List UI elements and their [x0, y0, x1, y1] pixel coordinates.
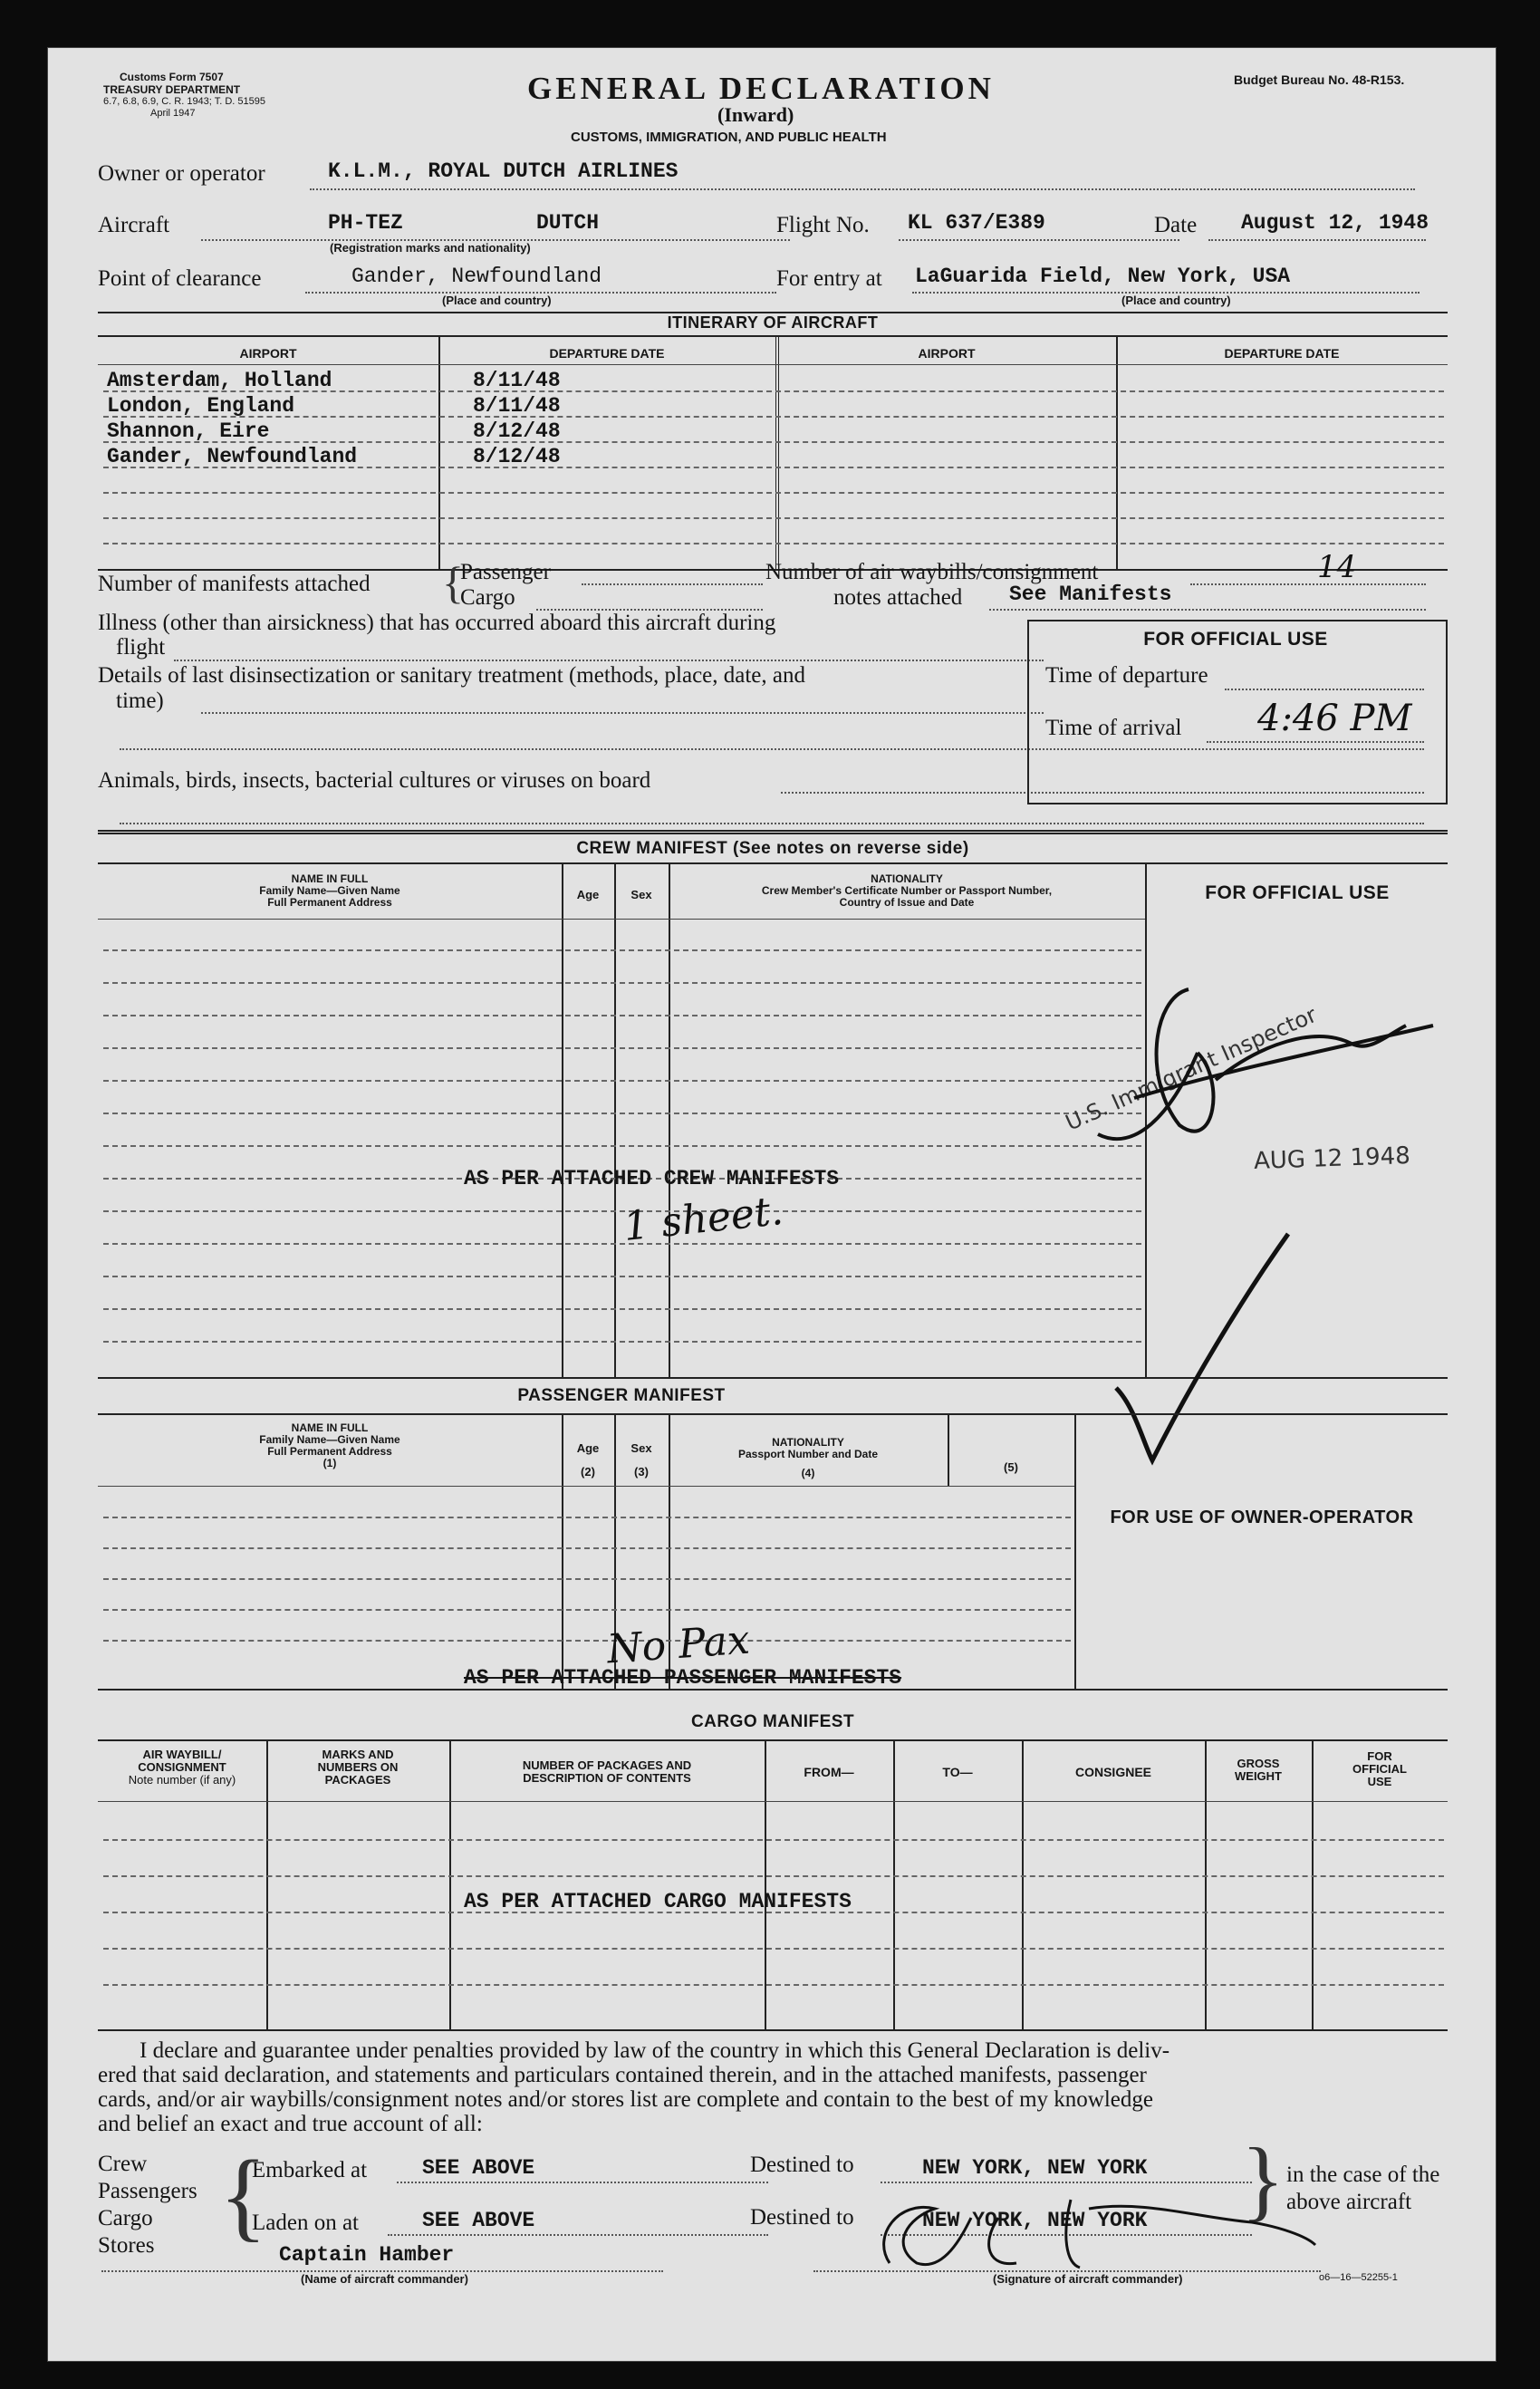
date-value: August 12, 1948 — [1241, 211, 1429, 235]
clearance-value: Gander, Newfoundland — [351, 265, 602, 288]
crew-row-line — [103, 1341, 1141, 1343]
cargo-manifest-label: Cargo — [460, 585, 515, 610]
crew-entry: AS PER ATTACHED CREW MANIFESTS — [464, 1167, 840, 1190]
passenger-title: PASSENGER MANIFEST — [517, 1386, 726, 1405]
department: TREASURY DEPARTMENT — [103, 83, 241, 96]
cargo-col-official-3: USE — [1367, 1775, 1392, 1788]
cargo-col-divider — [1022, 1739, 1024, 2029]
passenger-col-name — [98, 1422, 562, 1469]
cargo-row-line — [103, 1984, 1444, 1986]
itinerary-col-divider-3 — [1116, 335, 1118, 569]
cargo-col-marks-2: NUMBERS ON — [317, 1760, 399, 1774]
crew-header-rule — [98, 862, 1448, 864]
crew-col-name — [98, 873, 562, 909]
print-code: o6—16—52255-1 — [1319, 2272, 1398, 2283]
arrival-time-value: 4:46 PM — [1257, 698, 1412, 739]
passenger-col-5: (5) — [1004, 1460, 1018, 1474]
crew-row-line — [103, 1047, 1141, 1049]
cargo-col-divider — [1205, 1739, 1207, 2029]
cargo-col-divider — [893, 1739, 895, 2029]
itinerary-header-date-1: DEPARTURE DATE — [549, 346, 665, 361]
crew-row-line — [103, 1276, 1141, 1277]
departure-time-line — [1225, 689, 1424, 690]
passenger-row-line — [103, 1609, 1071, 1611]
passenger-col-nat-2: Passport Number and Date — [737, 1448, 879, 1460]
itinerary-row-line — [103, 492, 1444, 494]
aircraft-registration: PH-TEZ — [328, 211, 403, 235]
crew-col-nationality — [669, 873, 1145, 909]
aircraft-caption: (Registration marks and nationality) — [330, 241, 531, 255]
declaration-line-2: ered that said declaration, and statements and particulars contained therein, and in the attached manifests, passenger — [98, 2063, 1147, 2087]
passenger-col-nat-num: (4) — [801, 1467, 815, 1479]
cargo-header-rule — [98, 1739, 1448, 1741]
commander-name: Captain Hamber — [279, 2243, 455, 2267]
passenger-col-nationality — [669, 1437, 948, 1479]
destined-value-1: NEW YORK, NEW YORK — [922, 2156, 1148, 2180]
form-number: Customs Form 7507 — [120, 71, 224, 83]
in-case-line-2: above aircraft — [1286, 2190, 1412, 2214]
passenger-col-sex-num: (3) — [634, 1465, 649, 1479]
crew-row-line — [103, 1145, 1141, 1147]
passenger-col-divider — [1074, 1413, 1076, 1689]
itinerary-airport: London, England — [107, 394, 295, 418]
cargo-row-line — [103, 1839, 1444, 1841]
crew-col-name-3: Full Permanent Address — [267, 896, 392, 909]
flight-label: Flight No. — [776, 213, 870, 237]
immigration-stamp-text: U.S. Immigrant Inspector — [1062, 1001, 1321, 1136]
illness-line — [174, 660, 1044, 661]
passenger-row-line — [103, 1517, 1071, 1518]
illness-label-2: flight — [116, 635, 166, 660]
itinerary-header-airport-2: AIRPORT — [918, 346, 976, 361]
itinerary-row-line — [103, 416, 1444, 418]
aircraft-nationality: DUTCH — [536, 211, 600, 235]
cargo-col-official-2: OFFICIAL — [1352, 1762, 1407, 1776]
embarked-label: Embarked at — [252, 2158, 368, 2182]
itinerary-row-line — [103, 543, 1444, 544]
crew-col-nat-2: Crew Member's Certificate Number or Passport Number, — [761, 884, 1053, 897]
passenger-handwritten-note: No Pax — [605, 1616, 752, 1673]
disinsect-label-2: time) — [116, 689, 164, 713]
entry-value: LaGuarida Field, New York, USA — [915, 265, 1291, 288]
commander-name-caption: (Name of aircraft commander) — [301, 2272, 468, 2286]
owner-label: Owner or operator — [98, 161, 265, 186]
form-agencies: CUSTOMS, IMMIGRATION, AND PUBLIC HEALTH — [571, 130, 887, 145]
crew-col-divider — [562, 862, 563, 1377]
waybills-count: 14 — [1317, 549, 1357, 585]
destined-value-2: NEW YORK, NEW YORK — [922, 2209, 1148, 2232]
passenger-col-owner: FOR USE OF OWNER-OPERATOR — [1110, 1508, 1414, 1527]
crew-row-line — [103, 1113, 1141, 1114]
passenger-col-name-1: NAME IN FULL — [291, 1421, 369, 1434]
in-case-line-1: in the case of the — [1286, 2163, 1440, 2187]
passenger-row-line — [103, 1547, 1071, 1549]
form-refs: 6.7, 6.8, 6.9, C. R. 1943; T. D. 51595 — [103, 96, 265, 107]
destined-label-2: Destined to — [750, 2205, 854, 2230]
declaration-item-cargo: Cargo — [98, 2206, 153, 2230]
declaration-line-1: I declare and guarantee under penalties provided by law of the country in which this General Declaration is deliv- — [140, 2038, 1170, 2063]
itinerary-col-divider-1 — [438, 335, 440, 569]
itinerary-airport: Gander, Newfoundland — [107, 445, 358, 468]
crew-row-line — [103, 1015, 1141, 1016]
passenger-col-age-label: Age — [576, 1441, 600, 1455]
cargo-col-official — [1312, 1750, 1448, 1788]
crew-row-line — [103, 1308, 1141, 1310]
crew-handwritten-note: 1 sheet. — [621, 1187, 785, 1251]
manifests-brace: { — [442, 557, 464, 608]
itinerary-row-line — [103, 517, 1444, 519]
arrival-time-label: Time of arrival — [1045, 716, 1182, 740]
animals-label: Animals, birds, insects, bacterial cultures or viruses on board — [98, 768, 651, 793]
cargo-col-waybill-2: CONSIGNMENT — [138, 1760, 226, 1774]
crew-col-nat-3: Country of Issue and Date — [839, 896, 975, 909]
cargo-col-from: FROM— — [804, 1765, 854, 1779]
cargo-col-waybill — [98, 1748, 266, 1787]
itinerary-airport: Shannon, Eire — [107, 419, 270, 443]
cargo-col-description — [449, 1759, 765, 1785]
itinerary-header-airport-1: AIRPORT — [239, 346, 297, 361]
crew-col-official: FOR OFFICIAL USE — [1205, 882, 1390, 903]
cargo-col-waybill-3: Note number (if any) — [128, 1773, 236, 1787]
declaration-brace: { — [219, 2140, 267, 2250]
aircraft-label: Aircraft — [98, 213, 170, 237]
cargo-col-weight-1: GROSS — [1237, 1757, 1280, 1770]
embarked-line — [397, 2182, 768, 2183]
crew-top-rule — [98, 830, 1448, 834]
clearance-caption: (Place and country) — [442, 294, 552, 307]
cargo-col-marks — [266, 1748, 449, 1787]
itinerary-date: 8/11/48 — [473, 394, 561, 418]
cargo-col-weight-2: WEIGHT — [1235, 1769, 1282, 1783]
cargo-col-marks-1: MARKS AND — [322, 1748, 394, 1761]
departure-time-label: Time of departure — [1045, 663, 1208, 688]
cargo-bottom-rule — [98, 2029, 1448, 2031]
cargo-col-divider — [765, 1739, 766, 2029]
immigration-stamp-date: AUG 12 1948 — [1253, 1142, 1411, 1176]
passenger-col-age — [562, 1437, 614, 1484]
crew-subheader-rule — [98, 919, 1145, 920]
declaration-line-3: cards, and/or air waybills/consignment notes and/or stores list are complete and contain to the best of my knowledge — [98, 2087, 1153, 2112]
cargo-title: CARGO MANIFEST — [690, 1712, 855, 1731]
owner-line — [310, 188, 1415, 190]
declaration-item-passengers: Passengers — [98, 2179, 197, 2203]
cargo-col-weight — [1205, 1758, 1312, 1783]
passenger-col-name-num: (1) — [322, 1457, 337, 1469]
passenger-col-nat-1: NATIONALITY — [772, 1436, 844, 1449]
date-line — [1208, 239, 1426, 241]
passenger-manifest-label: Passenger — [460, 560, 551, 584]
laden-line — [388, 2234, 768, 2236]
crew-row-line — [103, 1080, 1141, 1082]
passenger-entry: AS PER ATTACHED PASSENGER MANIFESTS — [464, 1666, 902, 1690]
commander-signature-caption: (Signature of aircraft commander) — [993, 2272, 1183, 2286]
destined-label-1: Destined to — [750, 2153, 854, 2177]
passenger-row-line — [103, 1640, 1071, 1642]
cargo-row-line — [103, 1948, 1444, 1950]
date-label: Date — [1154, 213, 1198, 237]
passenger-col-sex-label: Sex — [630, 1441, 652, 1455]
cargo-col-consignee: CONSIGNEE — [1074, 1765, 1151, 1779]
passenger-subheader-rule — [98, 1486, 1074, 1487]
passenger-col-name-3: Full Permanent Address — [267, 1445, 392, 1458]
cargo-col-waybill-1: AIR WAYBILL/ — [142, 1748, 222, 1761]
form-direction: (Inward) — [717, 103, 794, 126]
itinerary-header-rule — [98, 335, 1448, 337]
official-use-title: FOR OFFICIAL USE — [1143, 629, 1328, 650]
itinerary-date: 8/12/48 — [473, 419, 561, 443]
passenger-col-age-num: (2) — [581, 1465, 595, 1479]
crew-col-sex: Sex — [630, 888, 652, 901]
cargo-entry: AS PER ATTACHED CARGO MANIFESTS — [464, 1890, 852, 1913]
animals-line-2 — [120, 823, 1424, 824]
laden-value: SEE ABOVE — [422, 2209, 535, 2232]
waybills-label: Number of air waybills/consignment — [765, 560, 1099, 584]
embarked-value: SEE ABOVE — [422, 2156, 535, 2180]
declaration-form — [47, 47, 1497, 2362]
passenger-col-sex — [614, 1437, 669, 1484]
itinerary-date: 8/12/48 — [473, 445, 561, 468]
crew-row-line — [103, 949, 1141, 951]
clearance-label: Point of clearance — [98, 266, 262, 291]
declaration-items — [98, 2151, 197, 2259]
declaration-text — [98, 2038, 1448, 2136]
entry-label: For entry at — [776, 266, 882, 291]
itinerary-airport: Amsterdam, Holland — [107, 369, 332, 392]
itinerary-title: ITINERARY OF AIRCRAFT — [667, 313, 879, 332]
waybills-line-2 — [989, 609, 1426, 611]
crew-col-divider — [669, 862, 670, 1377]
cargo-col-to: TO— — [942, 1765, 973, 1779]
entry-caption: (Place and country) — [1121, 294, 1231, 307]
cargo-row-line — [103, 1875, 1444, 1877]
passenger-manifest-line — [582, 583, 763, 585]
crew-col-divider — [614, 862, 616, 1377]
itinerary-subheader-rule — [98, 364, 1448, 365]
manifests-label: Number of manifests attached — [98, 572, 371, 596]
form-title: GENERAL DECLARATION — [527, 71, 995, 106]
crew-row-line — [103, 982, 1141, 984]
disinsect-label: Details of last disinsectization or sanitary treatment (methods, place, date, and — [98, 663, 805, 688]
waybills-value: See Manifests — [1009, 583, 1172, 606]
declaration-item-crew: Crew — [98, 2152, 148, 2176]
passenger-col-divider — [948, 1413, 949, 1486]
crew-col-age: Age — [576, 888, 600, 901]
flight-line — [899, 239, 1179, 241]
itinerary-col-divider-2 — [775, 335, 779, 569]
flight-value: KL 637/E389 — [908, 211, 1045, 235]
illness-label: Illness (other than airsickness) that has occurred aboard this aircraft during — [98, 611, 776, 635]
passenger-col-name-2: Family Name—Given Name — [259, 1433, 400, 1446]
commander-signature — [853, 2182, 1324, 2281]
crew-col-name-1: NAME IN FULL — [291, 872, 369, 885]
itinerary-date: 8/11/48 — [473, 369, 561, 392]
crew-col-nat-1: NATIONALITY — [871, 872, 943, 885]
passenger-header-rule — [98, 1413, 1448, 1415]
form-date: April 1947 — [150, 108, 196, 119]
waybills-label-2: notes attached — [833, 585, 963, 610]
owner-value: K.L.M., ROYAL DUTCH AIRLINES — [328, 159, 679, 183]
disinsect-line — [201, 712, 1044, 714]
declaration-line-4: and belief an exact and true account of all: — [98, 2112, 483, 2136]
destination-brace: } — [1241, 2129, 1285, 2230]
itinerary-row-line — [103, 441, 1444, 443]
arrival-time-line — [1207, 741, 1424, 743]
crew-title: CREW MANIFEST (See notes on reverse side) — [576, 839, 969, 858]
cargo-col-desc-1: NUMBER OF PACKAGES AND — [522, 1758, 692, 1772]
itinerary-header-date-2: DEPARTURE DATE — [1224, 346, 1340, 361]
laden-label: Laden on at — [252, 2211, 360, 2235]
cargo-col-desc-2: DESCRIPTION OF CONTENTS — [523, 1771, 691, 1785]
passenger-row-line — [103, 1578, 1071, 1580]
declaration-item-stores: Stores — [98, 2233, 155, 2258]
cargo-col-marks-3: PACKAGES — [324, 1773, 391, 1787]
crew-row-line — [103, 1243, 1141, 1245]
cargo-subheader-rule — [98, 1801, 1448, 1802]
cargo-col-official-1: FOR — [1367, 1749, 1392, 1763]
waybills-line-1 — [1190, 583, 1426, 585]
crew-col-name-2: Family Name—Given Name — [259, 884, 400, 897]
budget-bureau: Budget Bureau No. 48-R153. — [1234, 72, 1405, 87]
